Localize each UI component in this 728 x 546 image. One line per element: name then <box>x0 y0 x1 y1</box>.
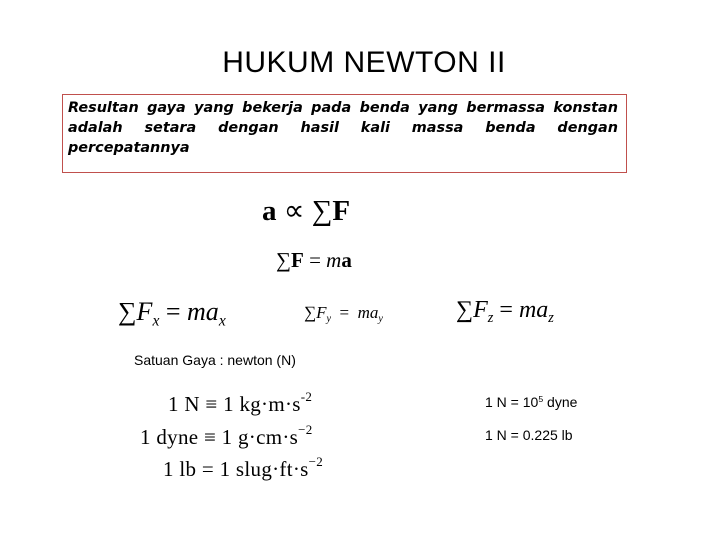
slide-title: HUKUM NEWTON II <box>222 46 506 79</box>
z-subscript: z <box>487 310 494 327</box>
conversion-suffix: dyne <box>543 394 578 410</box>
unit-rhs: 1 g·cm·s <box>221 424 299 449</box>
sigma-symbol: ∑ <box>456 297 474 323</box>
mass-accel: ma <box>357 303 379 322</box>
proportional-symbol: ∝ <box>283 195 305 227</box>
identity-symbol: ≡ <box>203 424 217 449</box>
identity-symbol: ≡ <box>205 391 218 416</box>
unit-lhs: 1 dyne <box>140 424 199 449</box>
equation-x <box>118 297 226 330</box>
unit-rhs: 1 slug·ft·s <box>219 456 309 481</box>
equation-proportional <box>262 193 350 228</box>
accel-symbol: a <box>262 195 277 227</box>
sigma-symbol: ∑ <box>276 248 291 272</box>
units-label: Satuan Gaya : newton (N) <box>134 352 296 368</box>
definition-box <box>62 94 627 173</box>
unit-rhs: 1 kg·m·s <box>223 391 301 416</box>
sigma-symbol: ∑ <box>311 195 333 227</box>
unit-exponent: -2 <box>300 389 313 404</box>
conversion-prefix: 1 N = 10 <box>485 394 539 410</box>
unit-exponent: −2 <box>298 422 313 437</box>
equals-symbol: = <box>165 297 181 326</box>
equation-vector <box>276 248 352 273</box>
conversion-pound: 1 N = 0.225 lb <box>485 427 573 443</box>
sigma-symbol: ∑ <box>118 297 137 326</box>
mass-accel: ma <box>187 297 219 326</box>
unit-lhs: 1 lb <box>163 456 197 481</box>
unit-exponent: −2 <box>308 454 324 469</box>
definition-text: Resultan gaya yang bekerja pada benda yang bermassa konstan adalah setara dengan hasil kali massa benda dengan percepatannya <box>68 100 618 156</box>
z-subscript: z <box>548 310 554 327</box>
unit-def-newton <box>168 389 312 417</box>
y-subscript: y <box>326 313 332 325</box>
equals-symbol: = <box>201 456 215 481</box>
unit-def-dyne <box>140 422 313 450</box>
unit-def-pound <box>163 454 323 482</box>
y-subscript: y <box>378 313 383 325</box>
equals-symbol: = <box>309 248 321 272</box>
force-symbol: F <box>316 303 327 322</box>
x-subscript: x <box>218 312 226 330</box>
force-symbol: F <box>473 297 488 323</box>
sigma-symbol: ∑ <box>304 303 317 322</box>
mass-accel: ma <box>518 297 549 323</box>
equals-symbol: = <box>339 303 350 322</box>
x-subscript: x <box>152 312 160 330</box>
equation-y <box>304 303 383 325</box>
conversion-exponent: 5 <box>538 394 544 405</box>
equals-symbol: = <box>499 297 513 323</box>
equation-z <box>456 297 554 327</box>
accel-symbol: a <box>341 248 352 272</box>
force-symbol: F <box>136 297 153 326</box>
conversion-dyne <box>485 394 577 410</box>
force-symbol: F <box>332 195 351 227</box>
force-symbol: F <box>290 248 304 272</box>
mass-symbol: m <box>326 248 342 272</box>
unit-lhs: 1 N <box>168 391 200 416</box>
